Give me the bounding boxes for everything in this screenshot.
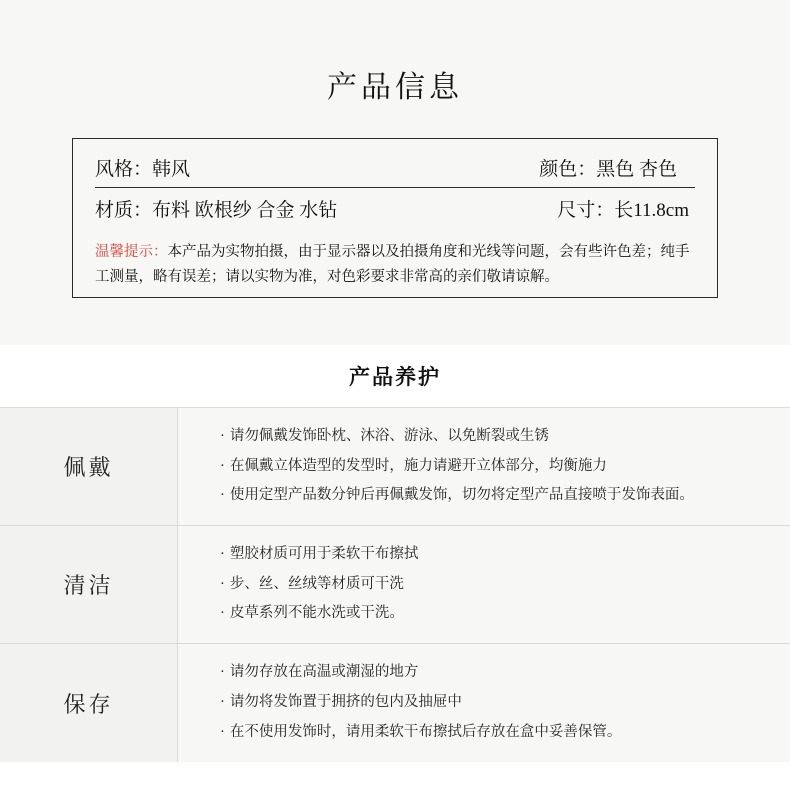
product-care-table	[0, 407, 790, 762]
care-label-cell-wear	[0, 408, 178, 525]
product-color-value: 颜色：黑色 杏色	[539, 158, 677, 180]
product-info-title: 产品信息	[327, 71, 463, 104]
product-info-row-material	[73, 188, 717, 228]
bullet-icon: ·	[220, 723, 225, 740]
care-item-text: 在佩戴立体造型的发型时，施力请避开立体部分，均衡施力	[229, 457, 607, 474]
bullet-icon: ·	[220, 575, 225, 592]
product-style-value: 风格：韩风	[95, 158, 191, 180]
care-item-text: 请勿将发饰置于拥挤的包内及抽屉中	[229, 694, 462, 711]
care-label-cell-clean	[0, 526, 178, 643]
bullet-icon: ·	[220, 457, 225, 474]
bullet-icon: ·	[220, 605, 225, 622]
care-item	[220, 718, 790, 748]
product-care-header	[0, 345, 790, 407]
product-note	[73, 228, 717, 291]
product-info-row-style	[73, 147, 717, 187]
product-note-text: 本产品为实物拍摄，由于显示器以及拍摄角度和光线等问题，会有些许色差；纯手工测量，略有误差；请以实物为准，对色彩要求非常高的亲们敬请谅解。	[95, 244, 690, 286]
care-row-clean	[0, 526, 790, 644]
care-content-clean	[178, 526, 790, 643]
care-item	[220, 599, 790, 629]
bullet-icon: ·	[220, 487, 225, 504]
bullet-icon: ·	[220, 427, 225, 444]
product-note-label: 温馨提示：	[95, 244, 168, 260]
bullet-icon: ·	[220, 694, 225, 711]
care-item	[220, 570, 790, 600]
care-item-text: 请勿存放在高温或潮湿的地方	[229, 664, 419, 681]
product-material-value: 材质：布料 欧根纱 合金 水钻	[95, 199, 338, 221]
bullet-icon: ·	[220, 545, 225, 562]
care-item	[220, 452, 790, 482]
care-item	[220, 481, 790, 511]
care-item-text: 塑胶材质可用于柔软干布擦拭	[229, 545, 419, 562]
product-care-title: 产品养护	[349, 365, 441, 389]
care-label-store: 保存	[63, 691, 114, 717]
bottom-filler	[0, 762, 790, 800]
care-item-text: 在不使用发饰时，请用柔软干布擦拭后存放在盒中妥善保管。	[229, 723, 622, 740]
product-size-value: 尺寸：长11.8cm	[557, 199, 689, 221]
care-item-text: 皮草系列不能水洗或干洗。	[229, 605, 404, 622]
care-item	[220, 688, 790, 718]
care-item-text: 步、丝、丝绒等材质可干洗	[229, 575, 404, 592]
care-item	[220, 658, 790, 688]
care-label-cell-store	[0, 644, 178, 762]
product-info-box	[72, 138, 718, 298]
product-info-section	[0, 0, 790, 345]
care-item	[220, 422, 790, 452]
care-item-text: 使用定型产品数分钟后再佩戴发饰，切勿将定型产品直接喷于发饰表面。	[229, 487, 694, 504]
care-row-wear	[0, 408, 790, 526]
care-content-wear	[178, 408, 790, 525]
care-item-text: 请勿佩戴发饰卧枕、沐浴、游泳、以免断裂或生锈	[229, 427, 549, 444]
care-label-wear: 佩戴	[63, 455, 114, 480]
care-row-store	[0, 644, 790, 762]
care-label-clean: 清洁	[63, 573, 114, 598]
care-content-store	[178, 644, 790, 762]
bullet-icon: ·	[220, 664, 225, 681]
care-item	[220, 540, 790, 570]
